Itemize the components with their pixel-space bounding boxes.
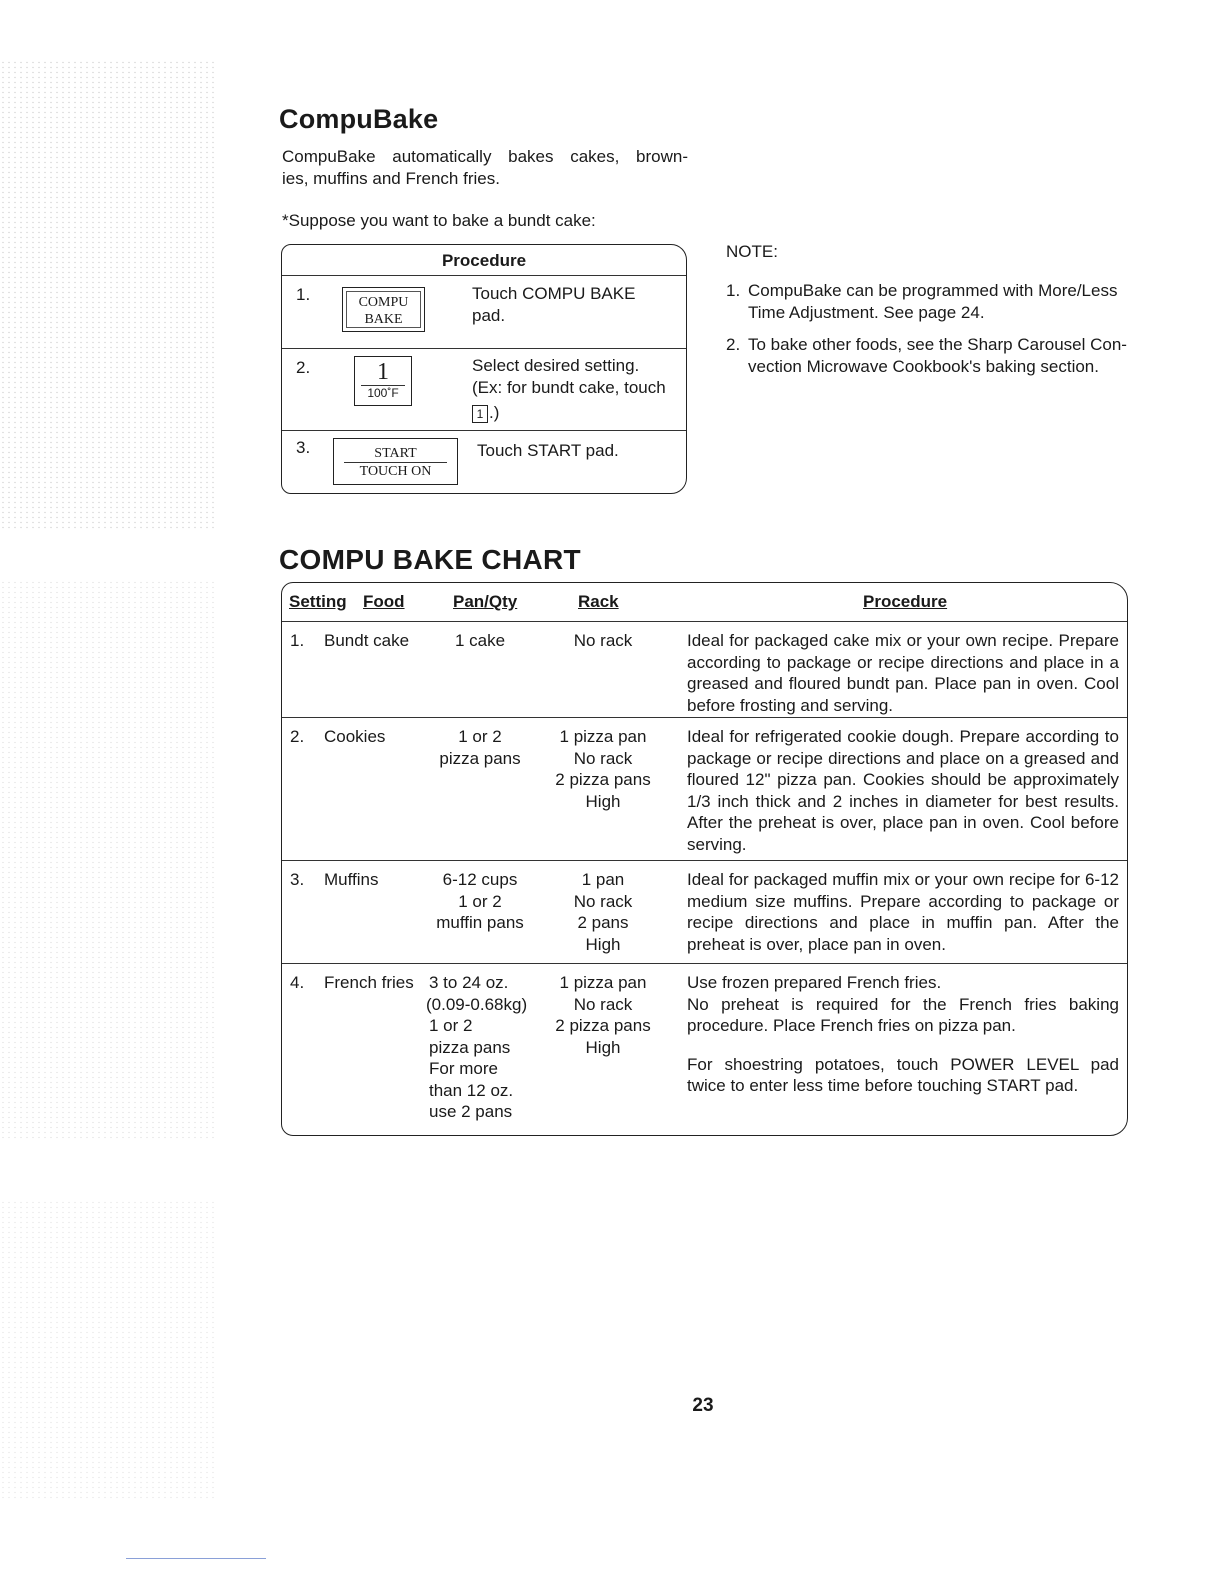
- procedure-step: [282, 348, 686, 431]
- example-prompt: *Suppose you want to bake a bundt cake:: [282, 211, 596, 230]
- rack-line: 1 pizza pan: [559, 973, 647, 992]
- chart-header-row: [282, 583, 1127, 622]
- row-rack: [543, 869, 663, 955]
- table-row: [282, 963, 1127, 1133]
- note-number: 1.: [726, 281, 741, 300]
- note-line: To bake other foods, see the Sharp Carousel Con-: [748, 335, 1127, 354]
- procedure-step: [282, 430, 686, 492]
- rack-line: 2 pizza pans: [555, 770, 651, 789]
- row-pan: [418, 726, 542, 769]
- step-number: 2.: [296, 358, 311, 377]
- compu-bake-pad[interactable]: [342, 287, 425, 332]
- row-food: Bundt cake: [324, 631, 410, 650]
- compu-bake-chart: [281, 582, 1128, 1136]
- row-procedure: [687, 869, 1119, 955]
- rack-line: 2 pizza pans: [555, 1016, 651, 1035]
- procedure-text: Ideal for packaged cake mix or your own recipe. Prepare according to package or recipe directions and place in a greased and floured bundt pan. Place pan in oven. Cool before frosting and serving.: [687, 631, 1119, 715]
- row-number: 3.: [290, 870, 305, 889]
- row-procedure: [687, 972, 1119, 1097]
- procedure-header: Procedure: [282, 245, 686, 276]
- procedure-text: Ideal for refrigerated cookie dough. Prepare according to package or recipe directions and place on a greased and floured 12" pizza pan. Cookies should be approximately 1/3 inch thick and 2 inches in diameter for best results. After the preheat is over, place pan in oven. Cool before serving.: [687, 727, 1119, 854]
- row-pan: [426, 972, 553, 1123]
- row-pan: [418, 869, 542, 934]
- row-food: French fries: [324, 973, 414, 992]
- rack-line: High: [585, 1037, 621, 1057]
- pan-line: (0.09-0.68kg): [426, 994, 528, 1014]
- scan-noise: [0, 1200, 215, 1500]
- step-number: 3.: [296, 438, 311, 457]
- note-heading: NOTE:: [726, 242, 778, 261]
- page-title: CompuBake: [279, 104, 439, 134]
- table-row: [282, 717, 1127, 861]
- pan-line: 1 cake: [454, 631, 506, 650]
- intro-line: ies, muffins and French fries.: [282, 169, 500, 188]
- header-procedure: Procedure: [863, 592, 948, 611]
- pan-line: than 12 oz.: [429, 1080, 514, 1100]
- note-line: vection Microwave Cookbook's baking section.: [748, 357, 1099, 376]
- pan-line: pizza pans: [439, 748, 521, 768]
- row-procedure: [687, 630, 1119, 716]
- step-text-line: [472, 402, 666, 424]
- pan-line: muffin pans: [436, 913, 524, 932]
- pad-digit: 1: [377, 359, 389, 385]
- pan-line: 6-12 cups: [442, 870, 518, 889]
- header-rack: Rack: [578, 592, 619, 611]
- scan-noise: [0, 580, 215, 1140]
- rack-line: 1 pizza pan: [559, 727, 647, 746]
- rack-line: No rack: [573, 748, 633, 768]
- scan-noise: [0, 60, 215, 530]
- pad-label: BAKE: [364, 312, 403, 327]
- pan-line: 3 to 24 oz.: [429, 973, 509, 992]
- rack-line: High: [585, 791, 621, 811]
- row-rack: [543, 726, 663, 812]
- number-pad-1[interactable]: [354, 356, 412, 406]
- table-row: [282, 621, 1127, 718]
- rack-line: High: [585, 934, 621, 954]
- row-pan: [418, 630, 542, 652]
- step-text: [472, 355, 666, 424]
- pan-line: 1 or 2: [429, 1016, 473, 1035]
- header-setting: Setting: [289, 592, 347, 611]
- note-number: 2.: [726, 335, 741, 354]
- note-line: CompuBake can be programmed with More/Less: [748, 281, 1118, 300]
- pad-label: COMPU: [358, 295, 409, 310]
- start-pad[interactable]: [333, 438, 458, 485]
- intro-line: CompuBake automatically bakes cakes, brown-: [282, 147, 688, 166]
- pan-line: pizza pans: [429, 1037, 511, 1057]
- row-number: 2.: [290, 727, 305, 746]
- procedure-text: For shoestring potatoes, touch POWER LEVEL pad twice to enter less time before touching START pad.: [687, 1054, 1119, 1095]
- note-item: [726, 280, 1136, 324]
- header-pan: Pan/Qty: [453, 592, 518, 611]
- procedure-step: [282, 275, 686, 349]
- rack-line: 1 pan: [581, 870, 625, 889]
- rack-line: No rack: [573, 891, 633, 911]
- procedure-text: No preheat is required for the French fries baking procedure. Place French fries on pizza pan.: [687, 994, 1119, 1035]
- note-line: Time Adjustment. See page 24.: [748, 303, 985, 322]
- pad-label: TOUCH ON: [344, 462, 447, 480]
- step-text: [472, 283, 635, 327]
- row-food: Cookies: [324, 727, 386, 746]
- row-number: 1.: [290, 631, 305, 650]
- row-rack: [543, 972, 663, 1058]
- intro-text: [282, 146, 688, 190]
- rack-line: No rack: [573, 994, 633, 1014]
- pad-label: START: [374, 446, 417, 461]
- step-text-fragment: .): [489, 403, 500, 422]
- pan-line: 1 or 2: [458, 727, 502, 746]
- chart-title: COMPU BAKE CHART: [279, 544, 581, 575]
- note-item: [726, 334, 1136, 378]
- row-number: 4.: [290, 973, 305, 992]
- rack-line: No rack: [573, 631, 633, 650]
- scan-artifact-line: [126, 1558, 266, 1559]
- step-text-line: Select desired setting.: [472, 356, 640, 375]
- procedure-text: Use frozen prepared French fries.: [687, 973, 942, 992]
- procedure-box: [281, 244, 687, 494]
- pan-line: For more: [429, 1059, 498, 1078]
- page-number: 23: [692, 1395, 714, 1416]
- row-rack: [543, 630, 663, 652]
- table-row: [282, 860, 1127, 964]
- pan-line: use 2 pans: [429, 1102, 513, 1121]
- step-number: 1.: [296, 285, 311, 304]
- row-procedure: [687, 726, 1119, 855]
- step-text: Touch START pad.: [477, 441, 619, 460]
- rack-line: 2 pans: [577, 913, 629, 932]
- row-food: Muffins: [324, 870, 379, 889]
- step-text-line: pad.: [472, 306, 506, 325]
- key-1-icon: 1: [472, 405, 488, 423]
- step-text-line: Touch COMPU BAKE: [472, 284, 636, 303]
- pad-temp: 100˚F: [361, 385, 405, 400]
- procedure-text: Ideal for packaged muffin mix or your own recipe for 6-12 medium size muffins. Prepare according to package or recipe directions and place in muffin pan. After the preheat is over, place pan in oven.: [687, 870, 1119, 954]
- pan-line: 1 or 2: [458, 891, 502, 911]
- step-text-line: (Ex: for bundt cake, touch: [472, 378, 666, 397]
- header-food: Food: [363, 592, 405, 611]
